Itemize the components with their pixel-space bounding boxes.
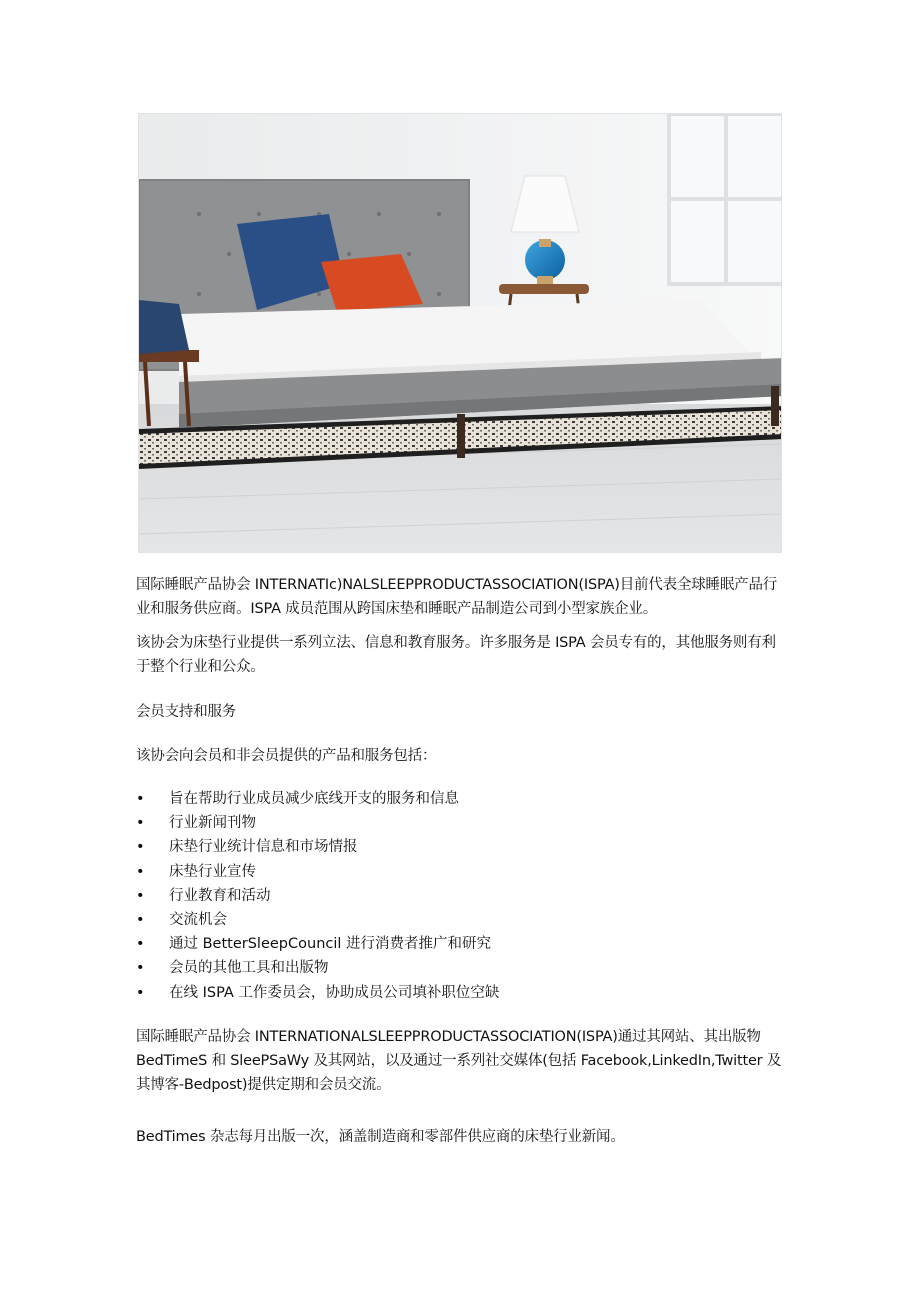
communication-paragraph (136, 1025, 786, 1097)
bullet: • (136, 911, 145, 928)
bullet: • (136, 863, 145, 880)
bullet: • (136, 791, 145, 807)
heading-text: 会员支持和服务 (136, 704, 237, 720)
bed-photo (138, 113, 782, 553)
bullet: • (136, 815, 145, 832)
bullet: • (136, 839, 145, 856)
section-heading (136, 700, 786, 724)
bullet: • (136, 960, 145, 977)
list-item: • 床垫行业宣传 (136, 860, 786, 884)
intro-paragraph-2 (136, 631, 786, 679)
paragraph-text: BedTimes 杂志每月出版一次，涵盖制造商和零部件供应商的床垫行业新闻。 (136, 1129, 625, 1145)
intro-paragraph-1 (136, 573, 786, 621)
paragraph-text: 国际睡眠产品协会 INTERNATIc)NALSLEEPPRODUCTASSOCIATION(ISPA)目前代表全球睡眠产品行业和服务供应商。ISPA 成员范围从跨国床垫和睡眠产品制造公司到小型家族企业。 (136, 577, 778, 617)
bullet: • (136, 984, 145, 1001)
list-item: • 会员的其他工具和出版物 (136, 956, 786, 980)
bullet: • (136, 936, 145, 953)
list-intro (136, 744, 786, 768)
list-item: • 旨在帮助行业成员减少底线开支的服务和信息 (136, 787, 786, 811)
list-item: • 在线 ISPA 工作委员会，协助成员公司填补职位空缺 (136, 981, 786, 1005)
services-list (136, 787, 786, 1005)
list-item: • 床垫行业统计信息和市场情报 (136, 835, 786, 859)
list-intro-text: 该协会向会员和非会员提供的产品和服务包括： (136, 748, 437, 764)
paragraph-text: 该协会为床垫行业提供一系列立法、信息和教育服务。许多服务是 ISPA 会员专有的，其他服务则有利于整个行业和公众。 (136, 635, 776, 675)
list-item: • 行业新闻刊物 (136, 811, 786, 835)
paragraph-text: 国际睡眠产品协会 INTERNATIONALSLEEPPRODUCTASSOCIATION(ISPA)通过其网站、其出版物 BedTimeS 和 SleePSaWy 及其网站，以及通过一系列社交媒体(包括 Facebook,LinkedIn,Twitter 及其博客-Bedpost)提供定期和会员交流。 (136, 1029, 782, 1093)
list-item: • 通过 BetterSleepCouncil 进行消费者推广和研究 (136, 932, 786, 956)
list-item: • 交流机会 (136, 908, 786, 932)
list-item: • 行业教育和活动 (136, 884, 786, 908)
bullet: • (136, 887, 145, 904)
bedtimes-paragraph (136, 1125, 786, 1149)
